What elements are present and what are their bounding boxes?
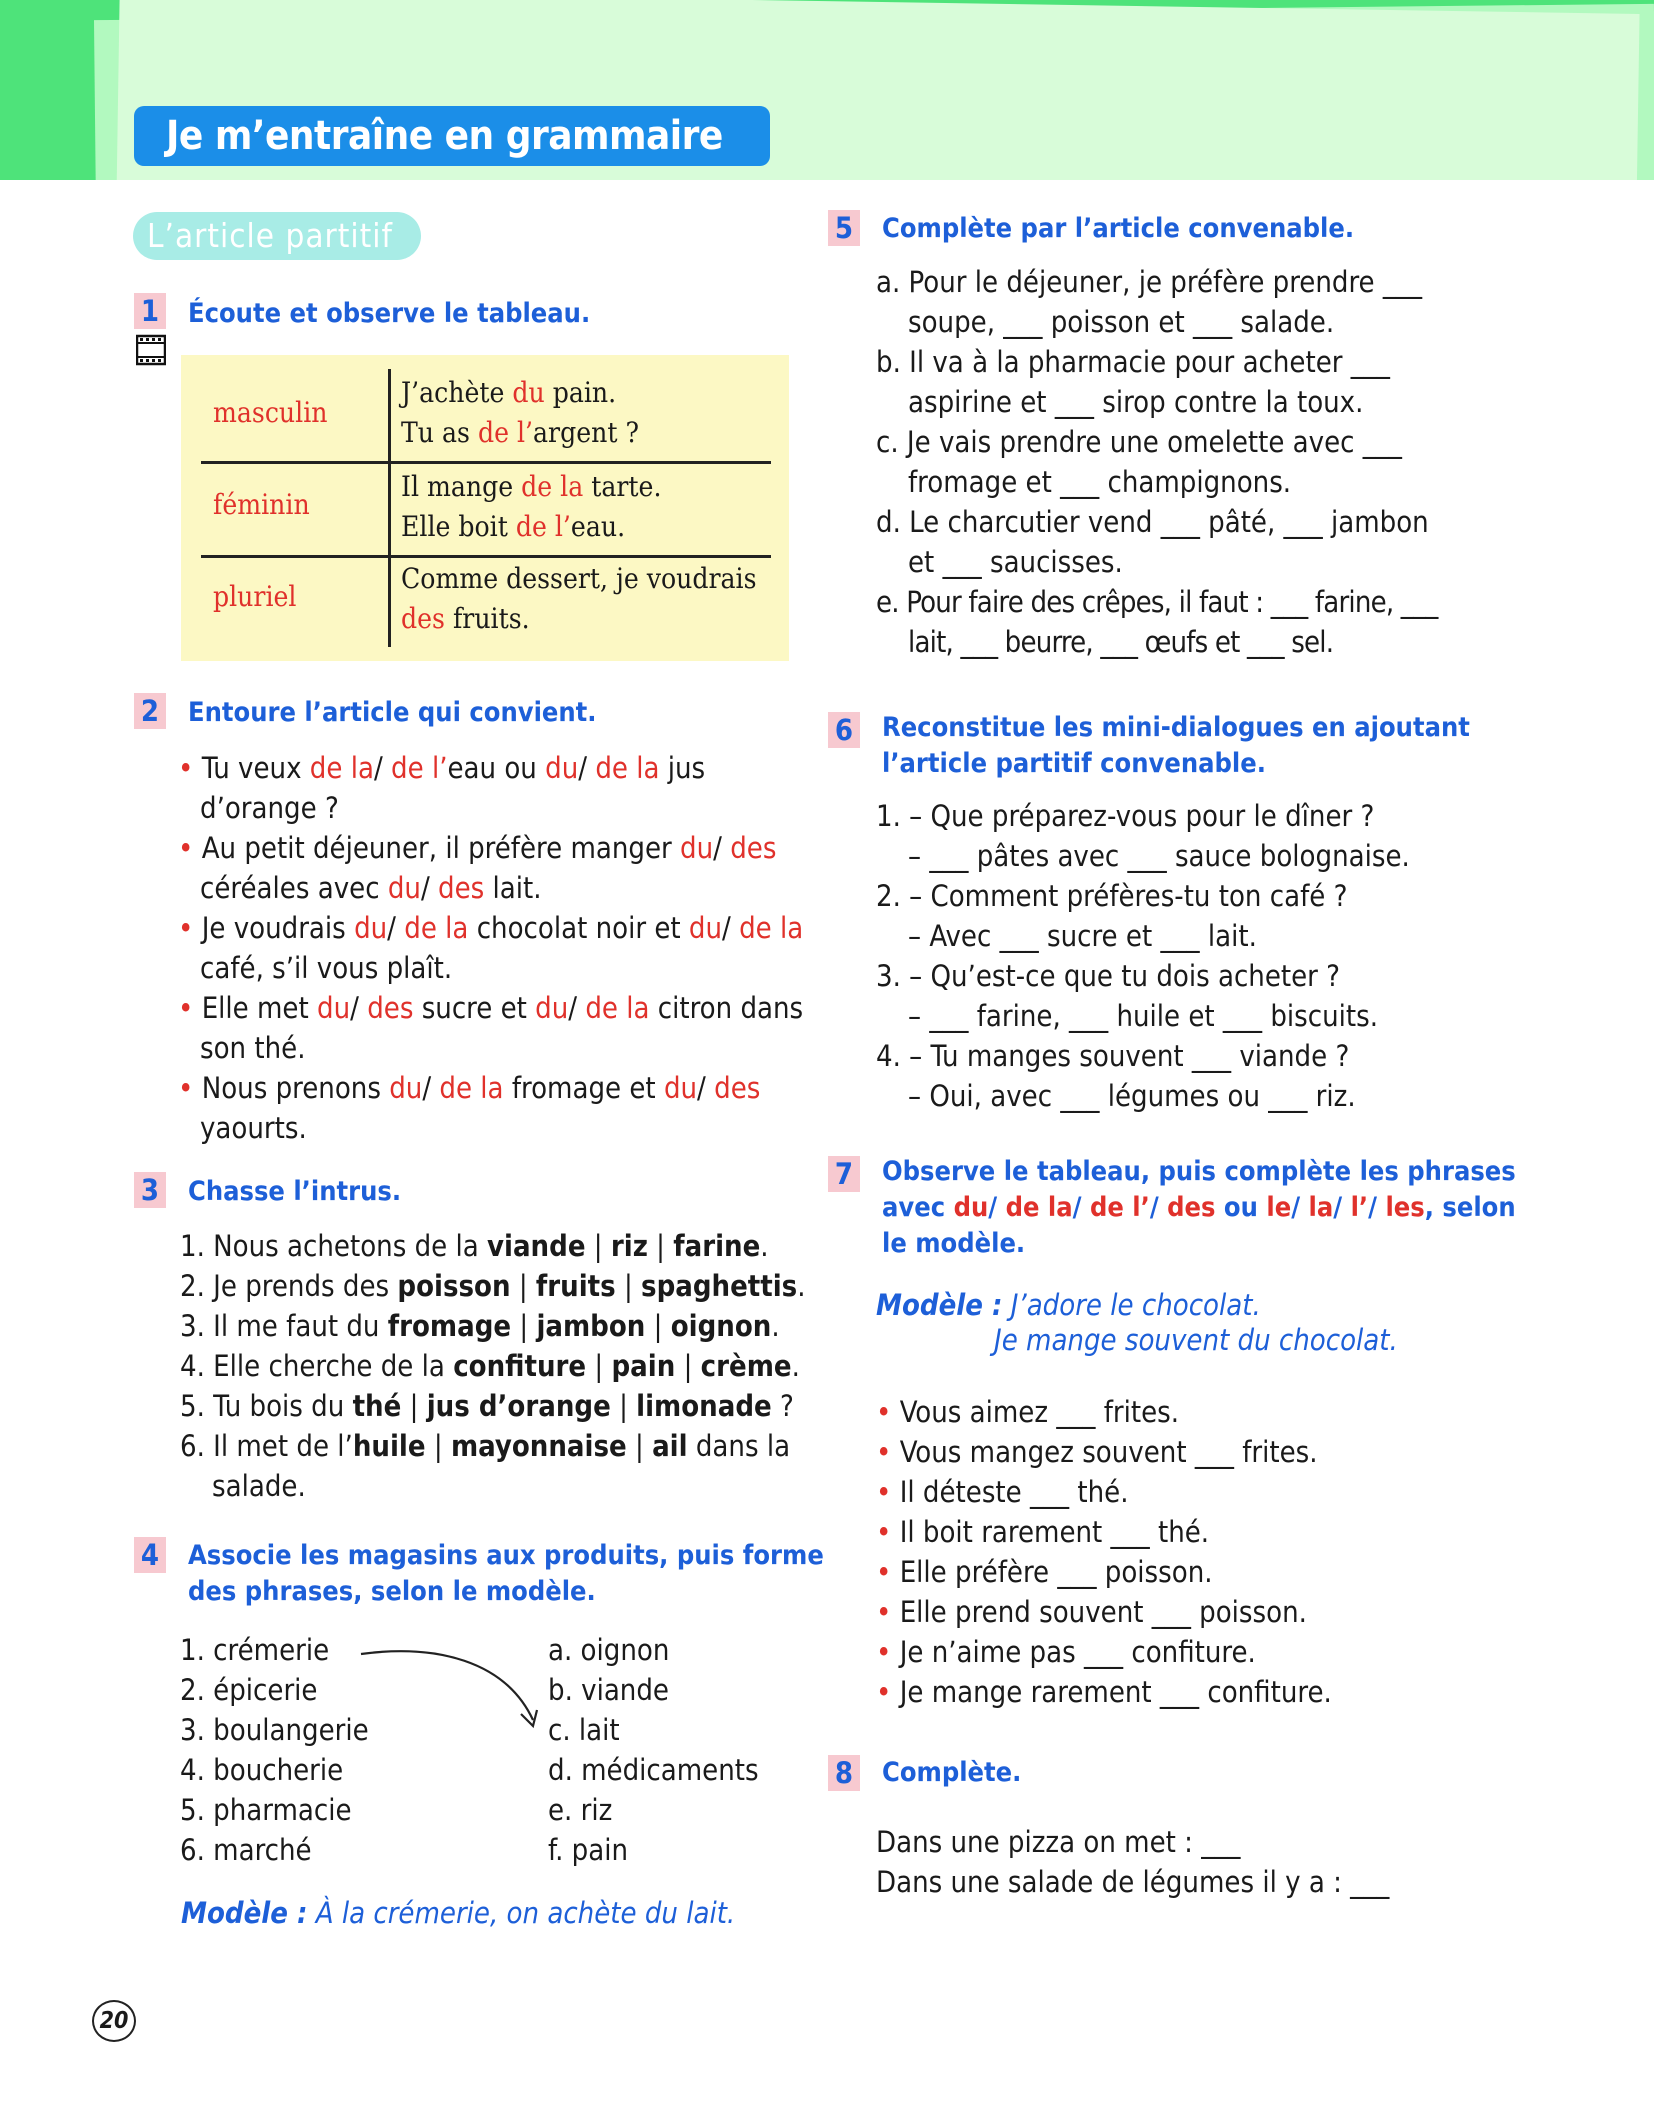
ex6-line: – ___ pâtes avec ___ sauce bolognaise. <box>908 839 1410 873</box>
ex3-item-continuation: salade. <box>212 1469 306 1503</box>
ex5-line: aspirine et ___ sirop contre la toux. <box>908 385 1364 419</box>
ex7-item: • Elle prend souvent ___ poisson. <box>876 1595 1307 1629</box>
exercise-4-instruction-line-2: des phrases, selon le modèle. <box>188 1576 596 1607</box>
ex3-item: 1. Nous achetons de la viande | riz | farine. <box>180 1229 769 1263</box>
product-d: d. médicaments <box>548 1753 759 1787</box>
ex2-item-3-line-1: • Je voudrais du/ de la chocolat noir et du/ de la <box>178 911 804 945</box>
product-f: f. pain <box>548 1833 628 1867</box>
ex4-model: Modèle : À la crémerie, on achète du lait. <box>181 1896 736 1930</box>
ex7-item: • Elle préfère ___ poisson. <box>876 1555 1213 1589</box>
ex8-line-2: Dans une salade de légumes il y a : ___ <box>876 1865 1390 1899</box>
ex7-item: • Il boit rarement ___ thé. <box>876 1515 1210 1549</box>
ex2-item-3-line-2: café, s’il vous plaît. <box>200 951 453 985</box>
exercise-2-instruction: Entoure l’article qui convient. <box>188 697 597 728</box>
shop-5: 5. pharmacie <box>180 1793 352 1827</box>
grammar-table <box>181 355 789 661</box>
table-label-masculin: masculin <box>213 396 328 429</box>
page-title: Je m’entraîne en grammaire <box>134 106 770 166</box>
exercise-1-number: 1 <box>134 293 166 329</box>
table-label-feminin: féminin <box>213 488 310 521</box>
exercise-2-number: 2 <box>134 693 166 729</box>
ex2-item-4-line-1: • Elle met du/ des sucre et du/ de la citron dans <box>178 991 804 1025</box>
ex6-line: 4. – Tu manges souvent ___ viande ? <box>876 1039 1350 1073</box>
ex2-item-4-line-2: son thé. <box>200 1031 306 1065</box>
ex6-line: – Avec ___ sucre et ___ lait. <box>908 919 1257 953</box>
exercise-4-number: 4 <box>134 1537 166 1573</box>
ex5-line: e. Pour faire des crêpes, il faut : ___ farine, ___ <box>876 585 1438 619</box>
ex7-item: • Il déteste ___ thé. <box>876 1475 1129 1509</box>
table-row-1-line-2: Tu as de l’argent ? <box>401 416 639 449</box>
product-c: c. lait <box>548 1713 620 1747</box>
ex3-item: 2. Je prends des poisson | fruits | spaghettis. <box>180 1269 806 1303</box>
ex5-line: c. Je vais prendre une omelette avec ___ <box>876 425 1402 459</box>
ex2-item-5-line-2: yaourts. <box>200 1111 307 1145</box>
table-row-3-line-2: des fruits. <box>401 602 530 635</box>
ex6-line: 3. – Qu’est-ce que tu dois acheter ? <box>876 959 1341 993</box>
exercise-3-instruction: Chasse l’intrus. <box>188 1176 402 1207</box>
table-label-pluriel: pluriel <box>213 580 297 613</box>
shop-3: 3. boulangerie <box>180 1713 369 1747</box>
page-number: 20 <box>92 2000 136 2042</box>
table-row-2-line-2: Elle boit de l’eau. <box>401 510 626 543</box>
exercise-1-instruction: Écoute et observe le tableau. <box>188 298 591 329</box>
ex7-model-line-2: Je mange souvent du chocolat. <box>994 1323 1398 1357</box>
ex7-model-line-1: Modèle : J’adore le chocolat. <box>876 1288 1261 1322</box>
exercise-7-instruction-line-3: le modèle. <box>882 1228 1026 1259</box>
exercise-7-instruction-line-1: Observe le tableau, puis complète les phrases <box>882 1156 1516 1187</box>
ex7-item: • Je n’aime pas ___ confiture. <box>876 1635 1256 1669</box>
table-row-1-line-1: J’achète du pain. <box>401 376 617 409</box>
ex2-item-1-line-1: • Tu veux de la/ de l’eau ou du/ de la jus <box>178 751 706 785</box>
shop-6: 6. marché <box>180 1833 312 1867</box>
ex7-item: • Vous aimez ___ frites. <box>876 1395 1180 1429</box>
ex3-item: 5. Tu bois du thé | jus d’orange | limonade ? <box>180 1389 794 1423</box>
ex7-item: • Vous mangez souvent ___ frites. <box>876 1435 1318 1469</box>
exercise-6-instruction-line-2: l’article partitif convenable. <box>882 748 1266 779</box>
ex6-line: 1. – Que préparez-vous pour le dîner ? <box>876 799 1375 833</box>
ex3-item: 6. Il met de l’huile | mayonnaise | ail dans la <box>180 1429 791 1463</box>
ex8-line-1: Dans une pizza on met : ___ <box>876 1825 1241 1859</box>
ex5-line: a. Pour le déjeuner, je préfère prendre ___ <box>876 265 1423 299</box>
exercise-8-instruction: Complète. <box>882 1757 1022 1788</box>
ex5-line: soupe, ___ poisson et ___ salade. <box>908 305 1335 339</box>
matching-arrow-icon <box>355 1640 545 1740</box>
table-row-2-line-1: Il mange de la tarte. <box>401 470 662 503</box>
ex2-item-2-line-1: • Au petit déjeuner, il préfère manger du/ des <box>178 831 777 865</box>
ex6-line: 2. – Comment préfères-tu ton café ? <box>876 879 1348 913</box>
ex5-line: lait, ___ beurre, ___ œufs et ___ sel. <box>908 625 1334 659</box>
shop-1: 1. crémerie <box>180 1633 330 1667</box>
exercise-6-instruction-line-1: Reconstitue les mini-dialogues en ajoutant <box>882 712 1470 743</box>
exercise-4-instruction-line-1: Associe les magasins aux produits, puis forme <box>188 1540 824 1571</box>
ex2-item-5-line-1: • Nous prenons du/ de la fromage et du/ des <box>178 1071 761 1105</box>
exercise-8-number: 8 <box>828 1755 860 1791</box>
ex2-item-2-line-2: céréales avec du/ des lait. <box>200 871 542 905</box>
table-row-3-line-1: Comme dessert, je voudrais <box>401 562 757 595</box>
ex2-item-1-line-2: d’orange ? <box>200 791 339 825</box>
ex3-item: 4. Elle cherche de la confiture | pain | crème. <box>180 1349 800 1383</box>
ex5-line: d. Le charcutier vend ___ pâté, ___ jambon <box>876 505 1429 539</box>
exercise-3-number: 3 <box>134 1172 166 1208</box>
ex7-item: • Je mange rarement ___ confiture. <box>876 1675 1332 1709</box>
exercise-5-instruction: Complète par l’article convenable. <box>882 213 1355 244</box>
ex3-item: 3. Il me faut du fromage | jambon | oignon. <box>180 1309 780 1343</box>
exercise-7-number: 7 <box>828 1156 860 1192</box>
product-a: a. oignon <box>548 1633 670 1667</box>
ex5-line: fromage et ___ champignons. <box>908 465 1292 499</box>
exercise-7-instruction-line-2: avec du/ de la/ de l’/ des ou le/ la/ l’/ les, selon <box>882 1192 1516 1223</box>
ex5-line: et ___ saucisses. <box>908 545 1123 579</box>
exercise-5-number: 5 <box>828 210 860 246</box>
ex5-line: b. Il va à la pharmacie pour acheter ___ <box>876 345 1390 379</box>
ex6-line: – Oui, avec ___ légumes ou ___ riz. <box>908 1079 1356 1113</box>
shop-4: 4. boucherie <box>180 1753 344 1787</box>
section-title: L’article partitif <box>133 212 421 260</box>
product-e: e. riz <box>548 1793 613 1827</box>
film-icon <box>136 334 166 366</box>
ex6-line: – ___ farine, ___ huile et ___ biscuits. <box>908 999 1378 1033</box>
product-b: b. viande <box>548 1673 669 1707</box>
shop-2: 2. épicerie <box>180 1673 318 1707</box>
exercise-6-number: 6 <box>828 712 860 748</box>
